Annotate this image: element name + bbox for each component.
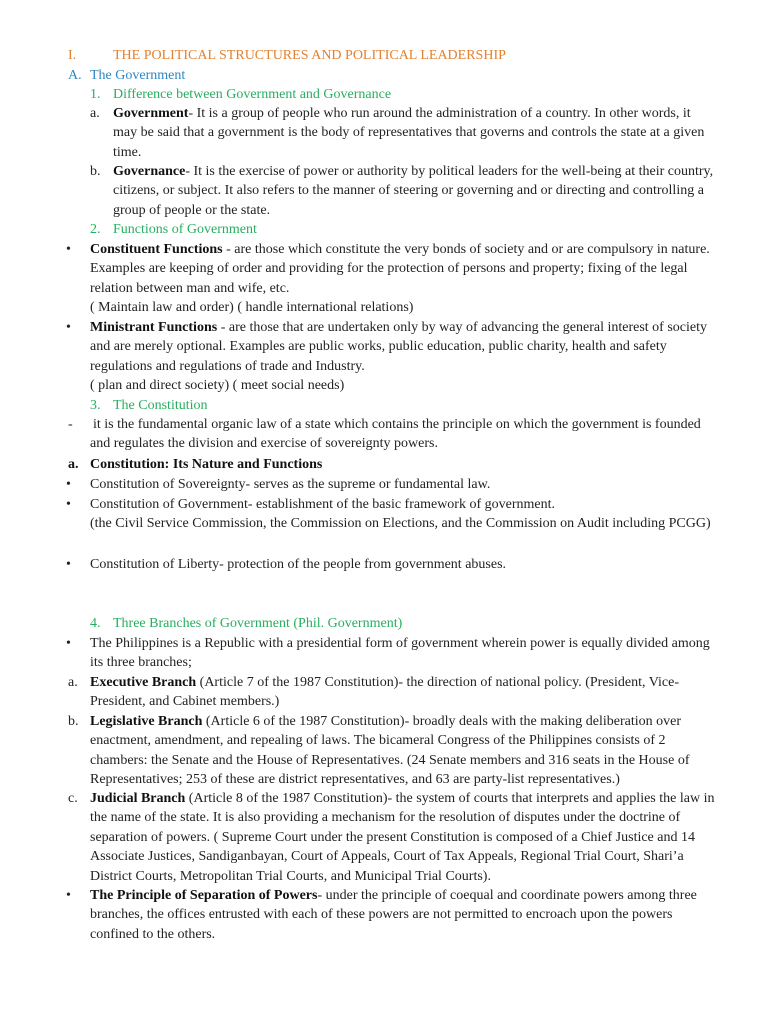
definition-text bbox=[113, 104, 718, 162]
item-label: a. bbox=[90, 106, 100, 121]
definition: - are those that are undertaken only by way of advancing the general interest of society and are merely optional. Examples are public works, public education, public charity, health and safety regulations and regulations of trade and Industry. bbox=[90, 320, 707, 374]
definition-text: it is the fundamental organic law of a state which contains the principle on which the government is founded and regulates the division and exercise of sovereignty powers. bbox=[90, 417, 701, 452]
term: Governance bbox=[113, 164, 186, 179]
definition: (Article 7 of the 1987 Constitution)- the direction of national policy. (President, Vice-President, and Cabinet members.) bbox=[90, 675, 679, 710]
definition: - It is a group of people who run around the administration of a country. In other words, it may be said that a government is the body of representatives that governs and controls the state at a given time. bbox=[113, 106, 705, 160]
topic-title: The Constitution bbox=[113, 398, 208, 413]
bullet-text bbox=[90, 886, 718, 944]
bullet-dot-icon: • bbox=[66, 320, 71, 335]
definition: - are those which constitute the very bonds of society and or are compulsory in nature. Examples are keeping of order and providing for the protection of persons and property; fixing of the legal relation between man and wife, etc. bbox=[90, 242, 710, 296]
term: Legislative Branch bbox=[90, 714, 203, 729]
nature-title: Constitution: Its Nature and Functions bbox=[90, 457, 323, 472]
term: Constituent Functions bbox=[90, 242, 223, 257]
branch-text bbox=[90, 789, 718, 886]
bullet-text bbox=[90, 240, 718, 318]
item-label: c. bbox=[68, 791, 78, 806]
topic-number: 1. bbox=[90, 87, 101, 102]
topic-title: Difference between Government and Governance bbox=[113, 87, 392, 102]
bullet-text bbox=[90, 495, 718, 534]
term: The Principle of Separation of Powers bbox=[90, 888, 318, 903]
note: ( plan and direct society) ( meet social needs) bbox=[90, 378, 345, 394]
bullet-dot-icon: • bbox=[66, 636, 71, 651]
subsection-label: A. bbox=[68, 68, 82, 83]
term: Ministrant Functions bbox=[90, 320, 218, 335]
item-label: b. bbox=[68, 714, 79, 729]
topic-title: Three Branches of Government (Phil. Government) bbox=[113, 616, 403, 631]
bullet-dot-icon: • bbox=[66, 888, 71, 903]
bullet-dot-icon: • bbox=[66, 477, 71, 492]
item-label: b. bbox=[90, 164, 101, 179]
branch-text bbox=[90, 673, 718, 712]
branch-text bbox=[90, 712, 718, 790]
bullet-dot-icon: • bbox=[66, 497, 71, 512]
bullet-text: Constitution of Liberty- protection of the people from government abuses. bbox=[90, 557, 507, 572]
bullet-text: Constitution of Sovereignty- serves as the supreme or fundamental law. bbox=[90, 477, 491, 492]
definition: - It is the exercise of power or authority by political leaders for the well-being at their country, citizens, or subject. It also refers to the manner of steering or governing and or directing and controlling a group of people or the state. bbox=[113, 164, 714, 218]
term: Government bbox=[113, 106, 189, 121]
bullet-dot-icon: • bbox=[66, 557, 71, 572]
section-title: THE POLITICAL STRUCTURES AND POLITICAL LEADERSHIP bbox=[113, 48, 506, 63]
topic-number: 4. bbox=[90, 616, 101, 631]
definition: (Article 6 of the 1987 Constitution)- broadly deals with the making deliberation over enactment, amendment, and repealing of laws. The bicameral Congress of the Philippines consists of 2 chambers: the Senate and the House of Representatives. (24 Senate members and 316 seats in the House of Representatives; 253 of these are district representatives, and 63 are party-list representatives.) bbox=[90, 714, 690, 788]
term: Executive Branch bbox=[90, 675, 197, 690]
definition: Constitution of Government- establishment of the basic framework of government. bbox=[90, 497, 556, 512]
dash-icon: - bbox=[68, 417, 73, 432]
topic-title: Functions of Government bbox=[113, 222, 257, 237]
definition: - under the principle of coequal and coordinate powers among three branches, the offices entrusted with each of these powers are not permitted to encroach upon the powers confined to the others. bbox=[90, 888, 697, 942]
definition: (Article 8 of the 1987 Constitution)- the system of courts that interprets and applies the law in the name of the state. It is also providing a mechanism for the resolution of disputes under the doctrine of separation of powers. ( Supreme Court under the present Constitution is composed of a Chief Justice and 14 Associate Justices, Sandiganbayan, Court of Appeals, Court of Tax Appeals, Regional Trial Court, Shari’a District Courts, Metropolitan Trial Courts, and Municipal Trial Courts). bbox=[90, 791, 715, 884]
note: (the Civil Service Commission, the Commission on Elections, and the Commission on Audit including PCGG) bbox=[90, 516, 711, 532]
term: Judicial Branch bbox=[90, 791, 186, 806]
bullet-text bbox=[90, 318, 718, 396]
bullet-dot-icon: • bbox=[66, 242, 71, 257]
item-label: a. bbox=[68, 675, 78, 690]
bullet-text: The Philippines is a Republic with a presidential form of government wherein power is equally divided among its three branches; bbox=[90, 636, 710, 671]
topic-number: 2. bbox=[90, 222, 101, 237]
topic-number: 3. bbox=[90, 398, 101, 413]
section-number: I. bbox=[68, 48, 77, 63]
item-label: a. bbox=[68, 457, 79, 472]
note: ( Maintain law and order) ( handle international relations) bbox=[90, 300, 414, 316]
definition-text bbox=[113, 162, 718, 220]
subsection-title: The Government bbox=[90, 68, 186, 83]
